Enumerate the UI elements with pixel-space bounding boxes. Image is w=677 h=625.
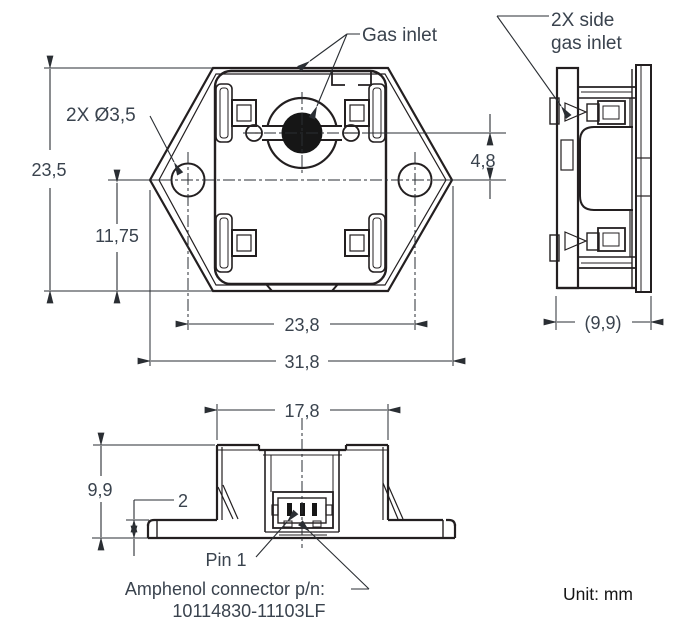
side-back-plate (636, 65, 651, 292)
body-top-step-right (358, 71, 371, 85)
dim-front-hole-to-bottom (95, 183, 139, 290)
hole-callout-text: 2X Ø3,5 (66, 105, 136, 126)
bottom-view (87, 401, 455, 621)
side-clip-top (598, 101, 625, 124)
bottom-tower (217, 445, 403, 520)
dim-text-4-8: 4,8 (470, 151, 496, 171)
dim-text-17-8: 17,8 (284, 401, 320, 421)
callout-mounting-holes (66, 105, 174, 162)
side-gas-inlet-funnel-bottom (565, 232, 586, 250)
dim-front-hole-spacing (189, 315, 414, 335)
body-top-step-left (332, 71, 345, 85)
side-left-column (557, 68, 578, 288)
side-view (497, 10, 651, 333)
callout-gas-inlet (310, 25, 438, 106)
dim-front-overall-width (150, 186, 453, 372)
connector-note-line-1: Amphenol connector p/n: (124, 579, 326, 599)
unit-note: Unit: mm (563, 584, 633, 604)
dim-text-23-5: 23,5 (31, 160, 67, 180)
dim-text-9-9: 9,9 (87, 480, 113, 500)
callout-connector (125, 532, 369, 621)
dim-front-inlet-to-hole (470, 114, 495, 199)
dim-text-23-8: 23,8 (284, 315, 320, 335)
sensor-body-outline (215, 71, 386, 284)
side-clip-bottom (598, 228, 625, 251)
side-gas-inlet-funnel-top (565, 103, 586, 121)
dim-bottom-overall-height (87, 445, 215, 537)
callout-pin-1 (205, 522, 287, 570)
dim-text-31-8: 31,8 (284, 352, 320, 372)
front-view (31, 25, 506, 372)
clip-bottom-right (345, 214, 385, 272)
gas-inlet-label: Gas inlet (362, 25, 437, 46)
side-column-detail (561, 140, 573, 170)
clip-bottom-left (216, 214, 256, 272)
side-bars (557, 87, 635, 288)
side-gas-inlet-label-2: gas inlet (551, 33, 622, 54)
side-mid-cavity (580, 127, 633, 210)
dim-side-depth (556, 296, 651, 333)
connector-pin-3 (312, 503, 317, 516)
connector-pin-1 (287, 503, 292, 516)
connector-note-line-2: 10114830-11103LF (172, 601, 326, 621)
dim-text-9-9-ref: (9,9) (584, 313, 622, 333)
dim-text-11-75: 11,75 (95, 226, 139, 246)
side-gas-inlet-label-1: 2X side (551, 10, 615, 31)
dim-text-2: 2 (178, 491, 189, 511)
pin-1-label: Pin 1 (205, 550, 247, 570)
